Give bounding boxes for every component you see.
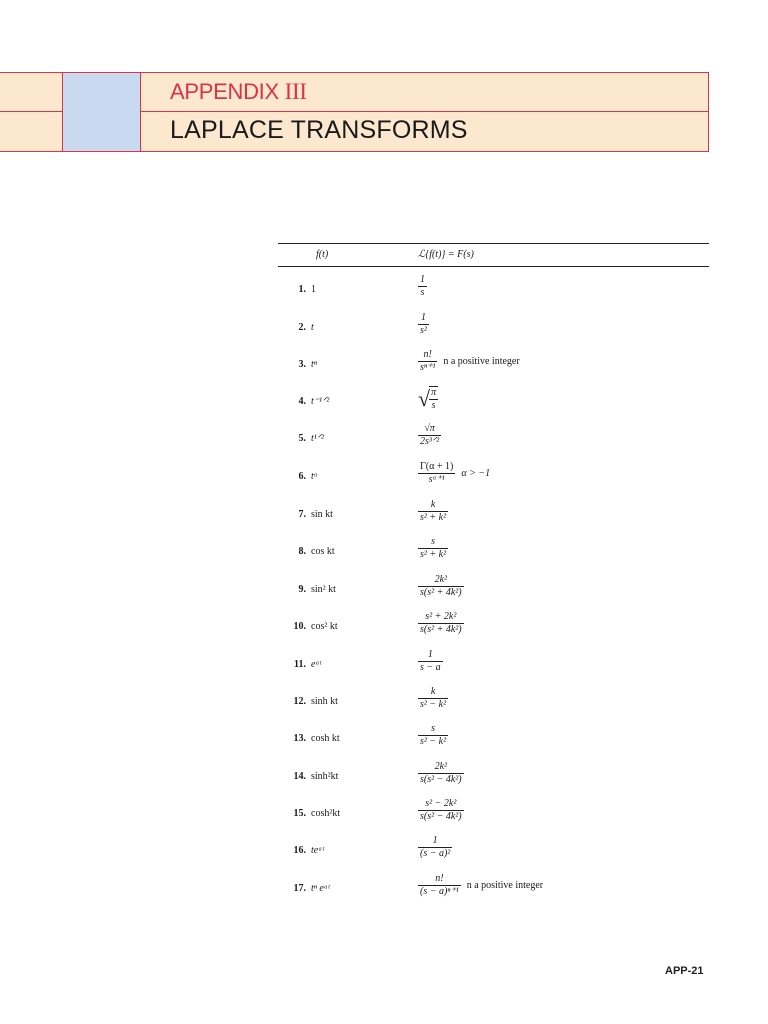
- transform-cell: √ $\frac{\pi}{s}$: [418, 386, 437, 411]
- transform-cell: $\frac{1}{s - a}$: [420, 649, 441, 673]
- function-cell: sin² kt: [311, 584, 336, 595]
- row-number: 3.: [298, 359, 306, 370]
- function-cell: t: [311, 322, 314, 333]
- header-divider: [62, 72, 63, 152]
- function-cell: cosh²kt: [311, 808, 341, 819]
- table-row: [278, 647, 709, 684]
- function-cell: tⁿ: [311, 359, 317, 370]
- transform-cell: $\frac{√\pi}{\text{2s³ᐟ²}}$: [420, 423, 440, 447]
- function-cell: tᵅ: [311, 471, 318, 482]
- row-number: 4.: [298, 396, 306, 407]
- table-row: [278, 759, 709, 796]
- function-cell: sinh²kt: [311, 771, 339, 782]
- table-row: [278, 796, 709, 833]
- table-row: [278, 609, 709, 646]
- table-header-rule: [278, 266, 709, 267]
- table-row: [278, 721, 709, 758]
- row-number: 1.: [298, 284, 306, 295]
- row-number: 8.: [298, 546, 306, 557]
- row-number: 12.: [293, 696, 306, 707]
- table-row: [278, 833, 709, 870]
- transform-cell: $\frac{\text{2k²}}{\text{s(s² + 4k²)}}$: [420, 574, 462, 598]
- table-top-rule: [278, 243, 709, 244]
- square-root-symbol: √: [418, 386, 431, 411]
- transform-cell: $\frac{s}{\text{s² − k²}}$: [420, 723, 447, 747]
- table-row: [278, 534, 709, 571]
- column-header-fs: ℒ{f(t)} = F(s): [418, 249, 474, 260]
- condition-note: n a positive integer: [443, 356, 520, 367]
- table-row: [278, 497, 709, 534]
- function-cell: sin kt: [311, 509, 333, 520]
- page-number: APP-21: [665, 965, 704, 977]
- transform-cell: $\frac{s}{\text{s² + k²}}$: [420, 536, 447, 560]
- function-cell: tⁿ eᵃᵗ: [311, 883, 330, 894]
- function-cell: t⁻¹ᐟ²: [311, 396, 330, 407]
- appendix-label: APPENDIX III: [170, 79, 307, 104]
- condition-note: n a positive integer: [466, 880, 544, 891]
- row-number: 6.: [298, 471, 306, 482]
- table-row: [278, 272, 709, 309]
- transform-cell: $\frac{1}{\text{(s − a)²}}$: [420, 835, 451, 859]
- table-row: [278, 347, 709, 384]
- function-cell: cos² kt: [311, 621, 338, 632]
- function-cell: cosh kt: [311, 733, 340, 744]
- function-cell: sinh kt: [311, 696, 338, 707]
- table-row: [278, 572, 709, 609]
- page-title: LAPLACE TRANSFORMS: [170, 116, 468, 144]
- transform-cell: $\frac{1}{\text{s²}}$: [420, 312, 427, 336]
- function-cell: 1: [311, 284, 316, 295]
- row-number: 17.: [293, 883, 306, 894]
- function-cell: t¹ᐟ²: [311, 433, 325, 444]
- table-row: [278, 459, 709, 496]
- condition-note: α > −1: [461, 468, 491, 479]
- row-number: 16.: [293, 845, 306, 856]
- table-row: [278, 310, 709, 347]
- row-number: 11.: [294, 659, 306, 670]
- transform-cell: $\frac{1}{s}$: [420, 274, 425, 298]
- row-number: 5.: [298, 433, 306, 444]
- function-cell: teᵃᵗ: [311, 845, 324, 856]
- transform-cell: $\frac{n!}{\text{(s − a)ⁿ⁺¹}}$ n a positive integer: [420, 873, 544, 897]
- header-color-block: [62, 73, 140, 151]
- transform-cell: $\frac{\Gamma(\alpha + 1)}{\text{sᵅ⁺¹}}$ α > −1: [420, 461, 491, 485]
- transform-cell: $\frac{k}{\text{s² − k²}}$: [420, 686, 447, 710]
- row-number: 13.: [293, 733, 306, 744]
- transform-cell: $\frac{n!}{\text{sⁿ⁺¹}}$ n a positive integer: [420, 349, 520, 373]
- row-number: 7.: [298, 509, 306, 520]
- header-divider: [140, 72, 141, 152]
- row-number: 15.: [293, 808, 306, 819]
- column-header-ft: f(t): [316, 249, 329, 260]
- transform-cell: $\frac{\text{2k²}}{\text{s(s² − 4k²)}}$: [420, 761, 462, 785]
- table-row: [278, 421, 709, 458]
- row-number: 9.: [298, 584, 306, 595]
- table-row: [278, 684, 709, 721]
- table-row: [278, 384, 709, 421]
- table-row: [278, 871, 709, 908]
- function-cell: cos kt: [311, 546, 335, 557]
- transform-cell: $\frac{k}{\text{s² + k²}}$: [420, 499, 447, 523]
- row-number: 10.: [293, 621, 306, 632]
- transform-cell: $\frac{\text{s² + 2k²}}{\text{s(s² + 4k²)}}$: [420, 611, 462, 635]
- transform-cell: $\frac{\text{s² − 2k²}}{\text{s(s² − 4k²)}}$: [420, 798, 462, 822]
- function-cell: eᵃᵗ: [311, 659, 322, 670]
- row-number: 2.: [298, 322, 306, 333]
- row-number: 14.: [293, 771, 306, 782]
